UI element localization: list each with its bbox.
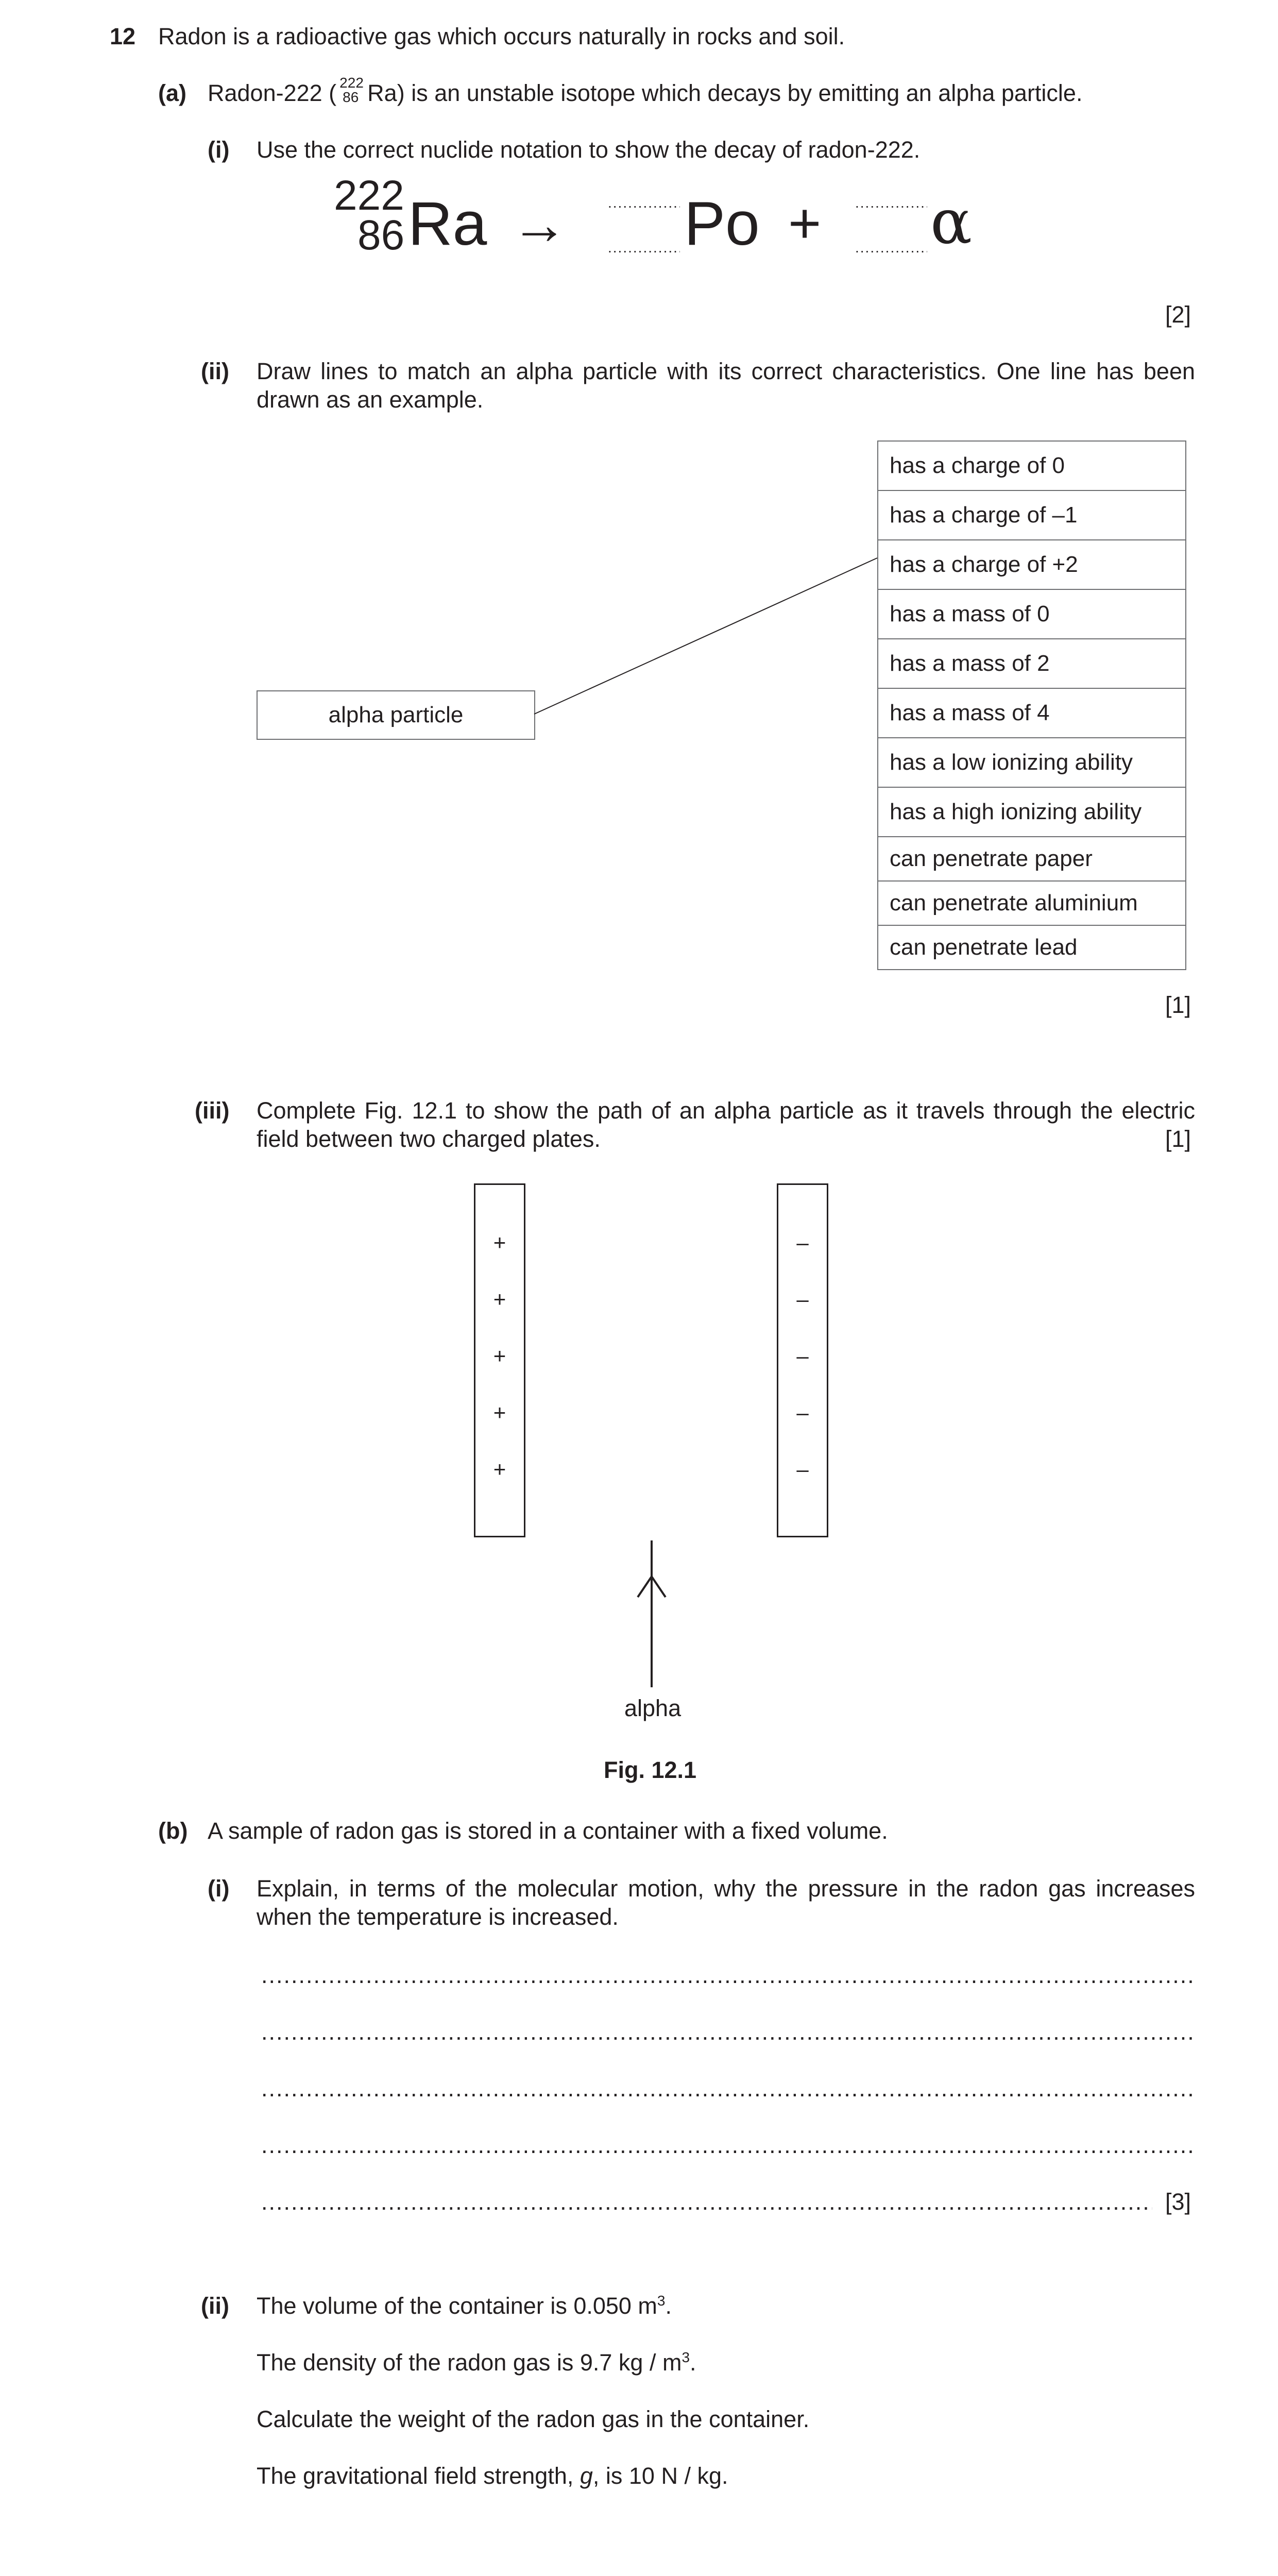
part-b-i-marks: [3] — [1165, 2189, 1191, 2215]
arrow-icon: → — [511, 193, 568, 256]
part-a-label: (a) — [158, 80, 186, 106]
characteristic-cell[interactable]: has a charge of 0 — [878, 441, 1186, 490]
part-b-i-line1: Explain, in terms of the molecular motion, why the pressure in the radon gas increases — [257, 1875, 1195, 1902]
characteristic-cell[interactable]: can penetrate aluminium — [878, 881, 1186, 925]
part-a-ii-label: (ii) — [201, 358, 229, 384]
positive-sign: + — [493, 1287, 506, 1311]
negative-sign: – — [796, 1287, 809, 1311]
parent-atomic-number: 86 — [357, 212, 405, 259]
part-a-iii-marks: [1] — [1165, 1126, 1191, 1152]
gravity-statement: The gravitational field strength, g, is 10 N / kg. — [257, 2463, 728, 2489]
characteristic-cell[interactable]: has a mass of 2 — [878, 639, 1186, 688]
characteristic-row[interactable] — [878, 925, 1186, 970]
characteristic-cell[interactable]: has a mass of 4 — [878, 688, 1186, 738]
part-b-label: (b) — [158, 1818, 188, 1844]
part-a-i-label: (i) — [208, 137, 230, 163]
characteristic-row[interactable] — [878, 881, 1186, 925]
part-b-ii-label: (ii) — [201, 2293, 229, 2319]
parent-symbol: Ra — [408, 189, 487, 258]
negative-plate — [777, 1183, 828, 1537]
positive-sign: + — [493, 1400, 506, 1425]
negative-sign: – — [796, 1344, 809, 1368]
part-a-iii-line2: field between two charged plates. — [257, 1126, 601, 1152]
part-b-i-label: (i) — [208, 1875, 230, 1902]
part-a-iii-label: (iii) — [195, 1097, 230, 1124]
characteristic-row[interactable] — [878, 688, 1186, 738]
parent-mass-number: 222 — [334, 172, 404, 219]
alpha-symbol: α — [930, 187, 973, 258]
calculation-task: Calculate the weight of the radon gas in the container. — [257, 2406, 810, 2432]
negative-sign: – — [796, 1400, 809, 1425]
characteristic-row[interactable] — [878, 441, 1186, 490]
positive-sign: + — [493, 1344, 506, 1368]
part-a-i-text: Use the correct nuclide notation to show the decay of radon-222. — [257, 137, 921, 163]
part-a-i-marks: [2] — [1165, 301, 1191, 328]
characteristic-cell[interactable]: has a high ionizing ability — [878, 787, 1186, 837]
positive-plate — [474, 1183, 525, 1537]
characteristic-cell[interactable]: has a mass of 0 — [878, 589, 1186, 639]
answer-line[interactable] — [261, 2189, 1152, 2215]
positive-sign: + — [493, 1457, 506, 1481]
characteristic-row[interactable] — [878, 639, 1186, 688]
characteristic-row[interactable] — [878, 490, 1186, 540]
product-symbol: Po — [684, 189, 760, 258]
plus-sign: + — [788, 192, 822, 255]
volume-statement: The volume of the container is 0.050 $m^3$. — [257, 2293, 672, 2319]
characteristic-cell[interactable]: can penetrate paper — [878, 837, 1186, 881]
part-b-i-line2: when the temperature is increased. — [257, 1904, 619, 1930]
question-intro: Radon is a radioactive gas which occurs naturally in rocks and soil. — [158, 23, 845, 49]
figure-caption: Fig. 12.1 — [604, 1757, 697, 1783]
characteristic-cell[interactable]: has a charge of –1 — [878, 490, 1186, 540]
part-a-iii-line1: Complete Fig. 12.1 to show the path of an alpha particle as it travels through the electric — [257, 1097, 1195, 1124]
characteristic-row[interactable] — [878, 787, 1186, 837]
characteristic-row[interactable] — [878, 738, 1186, 787]
negative-sign: – — [796, 1457, 809, 1481]
characteristic-cell[interactable]: has a charge of +2 — [878, 540, 1186, 589]
characteristic-cell[interactable]: has a low ionizing ability — [878, 738, 1186, 787]
density-statement: The density of the radon gas is 9.7 kg / $m^3$. — [257, 2349, 696, 2376]
alpha-path-arrow-icon — [634, 1540, 675, 1690]
part-a-ii-line2: drawn as an example. — [257, 386, 484, 413]
negative-sign: – — [796, 1230, 809, 1255]
isotope-mass-number: 222 — [339, 75, 364, 91]
alpha-label: alpha — [624, 1695, 681, 1721]
characteristics-table — [877, 440, 1186, 970]
alpha-particle-box[interactable]: alpha particle — [257, 690, 535, 740]
characteristic-row[interactable] — [878, 540, 1186, 589]
part-a-ii-marks: [1] — [1165, 992, 1191, 1018]
characteristic-row[interactable] — [878, 589, 1186, 639]
question-number: 12 — [110, 23, 136, 49]
characteristic-row[interactable] — [878, 837, 1186, 881]
answer-line[interactable] — [261, 2019, 1194, 2045]
answer-line[interactable] — [261, 1962, 1194, 1989]
positive-sign: + — [493, 1230, 506, 1255]
part-b-intro: A sample of radon gas is stored in a container with a fixed volume. — [208, 1818, 888, 1844]
answer-line[interactable] — [261, 2132, 1194, 2159]
characteristic-cell[interactable]: can penetrate lead — [878, 925, 1186, 970]
answer-line[interactable] — [261, 2075, 1194, 2102]
part-a-ii-line1: Draw lines to match an alpha particle with its correct characteristics. One line has been — [257, 358, 1195, 384]
part-a-text: Radon-222 ( 222 86 Ra) is an unstable isotope which decays by emitting an alpha particle. — [208, 75, 1083, 106]
isotope-atomic-number: 86 — [343, 89, 359, 105]
